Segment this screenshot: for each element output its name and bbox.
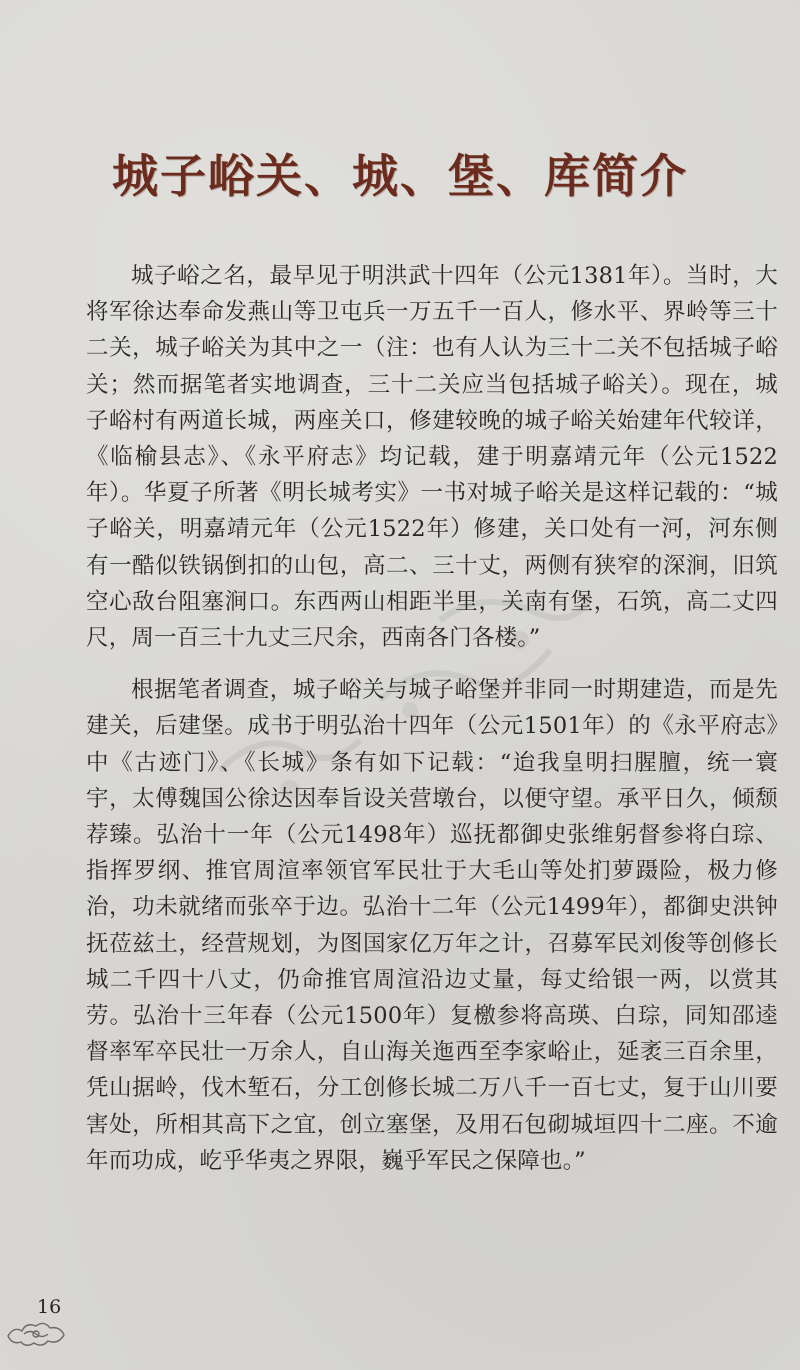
page-title: 城子峪关、城、堡、库简介 [112,149,688,203]
cloud-ornament-icon [4,1318,70,1350]
paragraph-1: 城子峪之名，最早见于明洪武十四年（公元1381年）。当时，大将军徐达奉命发燕山等卫屯兵一万五千一百人，修水平、界岭等三十二关，城子峪关为其中之一（注：也有人认为三十二关不包括城子峪关；然而据笔者实地调查，三十二关应当包括城子峪关）。现在，城子峪村有两道长城，两座关口，修建较晚的城子峪关始建年代较详，《临榆县志》、《永平府志》均记载，建于明嘉靖元年（公元1522年）。华夏子所著《明长城考实》一书对城子峪关是这样记载的：“城子峪关，明嘉靖元年（公元1522年）修建，关口处有一河，河东侧有一酷似铁锅倒扣的山包，高二、三十丈，两侧有狭窄的深涧，旧筑空心敌台阻塞涧口。东西两山相距半里，关南有堡，石筑，高二丈四尺，周一百三十九丈三尺余，西南各门各楼。” [86,263,778,652]
paragraph-2: 根据笔者调查，城子峪关与城子峪堡并非同一时期建造，而是先建关，后建堡。成书于明弘治十四年（公元1501年）的《永平府志》中《古迹门》、《长城》条有如下记载：“迨我皇明扫腥膻，统一寰宇，太傅魏国公徐达因奉旨设关营墩台，以便守望。承平日久，倾颓荐臻。弘治十一年（公元1498年）巡抚都御史张维躬督参将白琮、指挥罗纲、推官周渲率领官军民壮于大毛山等处扪萝蹑险，极力修治，功未就绪而张卒于边。弘治十二年（公元1499年），都御史洪钟抚莅兹土，经营规划，为图国家亿万年之计，召募军民刘俊等创修长城二千四十八丈，仍命推官周渲沿边丈量，每丈给银一两，以赏其劳。弘治十三年春（公元1500年）复檄参将高瑛、白琮，同知邵逵督率军卒民壮一万余人，自山海关迤西至李家峪止，延袤三百余里，凭山据岭，伐木堑石，分工创修长城二万八千一百七丈，复于山川要害处，所相其高下之宜，创立塞堡，及用石包砌城垣四十二座。不逾年而功成，屹乎华夷之界限，巍乎军民之保障也。” [86,677,778,1174]
page-number: 16 [37,1296,62,1318]
article-body [86,258,778,1195]
